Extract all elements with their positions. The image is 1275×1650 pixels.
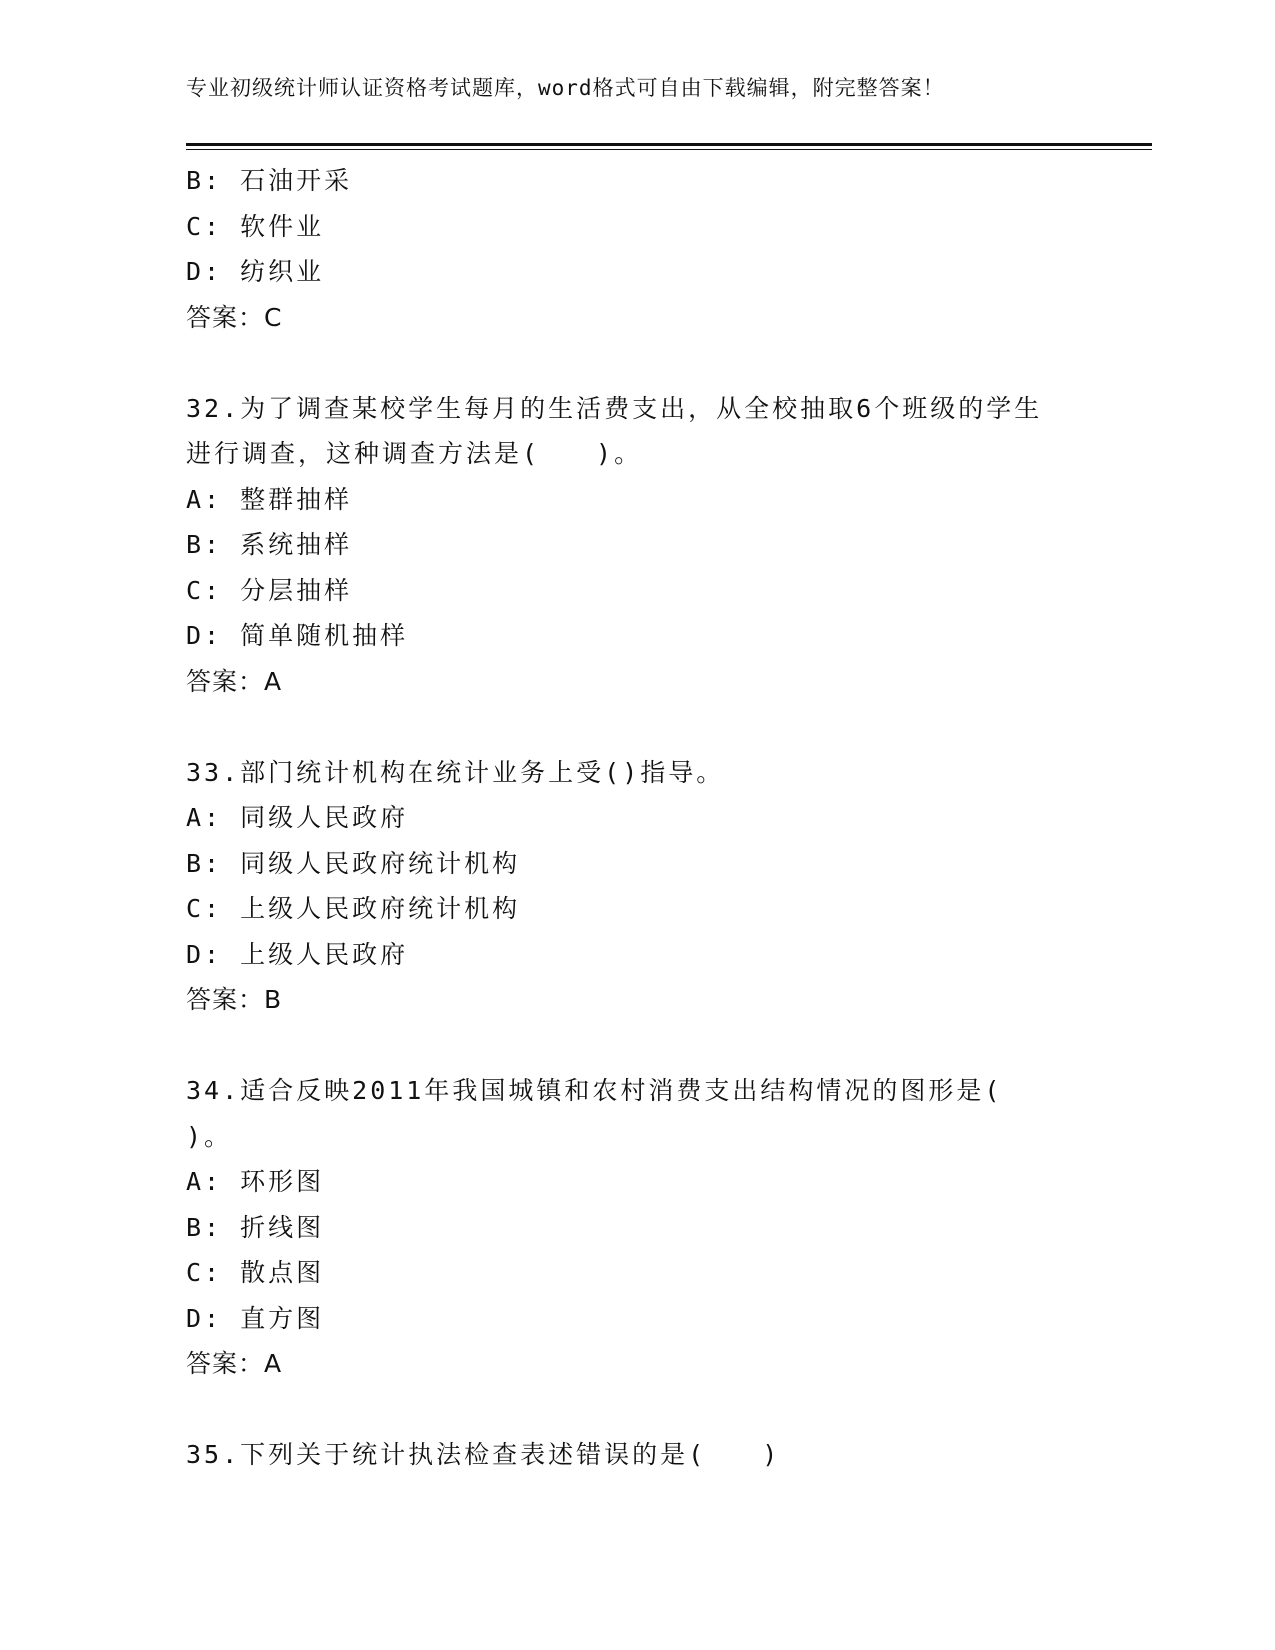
question-stem-cont: 进行调查，这种调查方法是( )。 — [186, 439, 643, 468]
question-list — [186, 158, 1086, 1478]
header-rule — [186, 143, 1152, 146]
question-33 — [186, 750, 1086, 1023]
answer: 答案：A — [186, 1349, 283, 1378]
question-34 — [186, 1068, 1086, 1387]
option-c: C: 软件业 — [186, 211, 325, 241]
answer: 答案：A — [186, 666, 283, 696]
question-stem: 32.为了调查某校学生每月的生活费支出，从全校抽取6个班级的学生 — [186, 393, 1043, 423]
option-d: D: 直方图 — [186, 1303, 325, 1333]
option-d: D: 上级人民政府 — [186, 939, 409, 969]
question-stem: 35.下列关于统计执法检查表述错误的是( ) — [186, 1440, 781, 1469]
option-b: B: 折线图 — [186, 1212, 325, 1242]
option-c: C: 上级人民政府统计机构 — [186, 894, 521, 923]
option-b: B: 系统抽样 — [186, 530, 353, 559]
header-rule-thin — [186, 149, 1152, 150]
question-stem-cont: )。 — [186, 1121, 233, 1151]
page-header: 专业初级统计师认证资格考试题库，word格式可自由下载编辑，附完整答案！ — [186, 76, 945, 100]
option-d: D: 纺织业 — [186, 257, 325, 286]
option-b: B: 石油开采 — [186, 166, 353, 195]
option-a: A: 环形图 — [186, 1167, 325, 1196]
answer: 答案：C — [186, 302, 283, 332]
question-stem: 34.适合反映2011年我国城镇和农村消费支出结构情况的图形是( — [186, 1076, 1003, 1105]
option-b: B: 同级人民政府统计机构 — [186, 848, 521, 878]
option-c: C: 散点图 — [186, 1258, 325, 1287]
question-35 — [186, 1432, 1086, 1478]
option-c: C: 分层抽样 — [186, 575, 353, 605]
question-31-tail — [186, 158, 1086, 340]
answer: 答案：B — [186, 985, 283, 1014]
question-stem: 33.部门统计机构在统计业务上受()指导。 — [186, 757, 725, 787]
option-a: A: 整群抽样 — [186, 484, 353, 514]
question-32 — [186, 386, 1086, 705]
option-a: A: 同级人民政府 — [186, 803, 409, 832]
option-d: D: 简单随机抽样 — [186, 621, 409, 650]
